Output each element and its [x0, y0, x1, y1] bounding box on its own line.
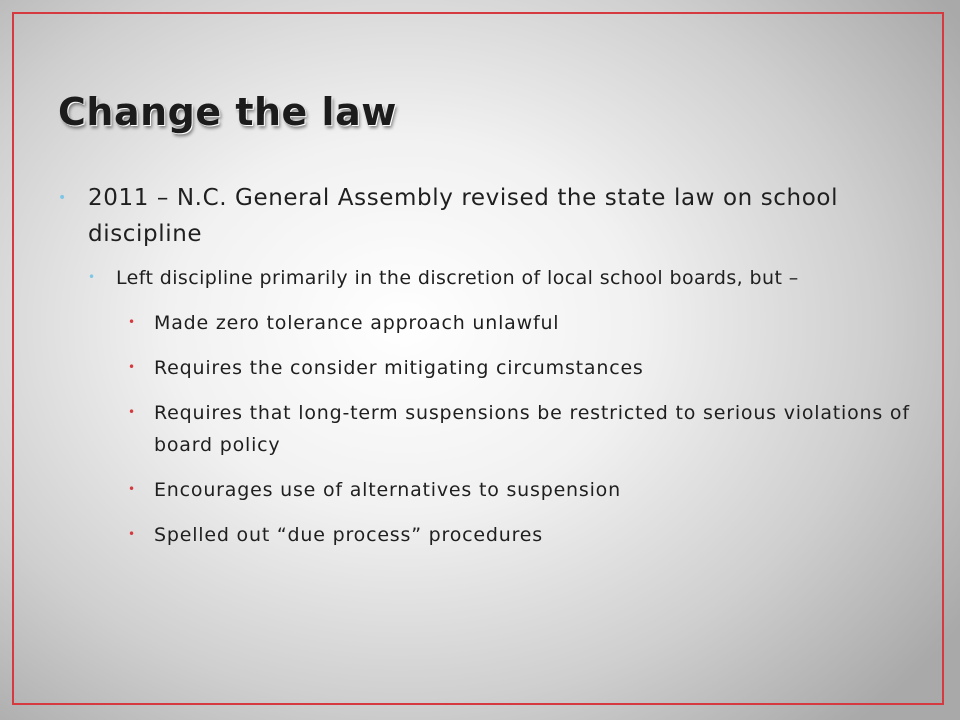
bullet-item-level-3	[128, 352, 918, 384]
slide-content	[58, 180, 918, 564]
slide-title: Change the law	[58, 90, 397, 134]
bullet-text: Left discipline primarily in the discretion of local school boards, but –	[116, 267, 799, 289]
bullet-text: Made zero tolerance approach unlawful	[154, 312, 560, 334]
bullet-item-level-3	[128, 474, 918, 506]
bullet-dot-icon: •	[128, 315, 136, 329]
bullet-item-level-1	[58, 180, 918, 252]
bullet-item-level-2	[88, 263, 918, 294]
bullet-dot-icon: •	[128, 482, 136, 496]
bullet-dot-icon: •	[128, 360, 136, 374]
bullet-text: Encourages use of alternatives to suspension	[154, 479, 621, 501]
bullet-dot-icon: •	[128, 405, 136, 419]
bullet-text: Requires the consider mitigating circumstances	[154, 357, 644, 379]
bullet-dot-icon: •	[128, 527, 136, 541]
bullet-item-level-3	[128, 307, 918, 339]
bullet-dot-icon: •	[58, 190, 67, 206]
bullet-text: Requires that long-term suspensions be restricted to serious violations of board policy	[154, 402, 910, 456]
bullet-text: Spelled out “due process” procedures	[154, 524, 543, 546]
bullet-item-level-3	[128, 397, 918, 461]
bullet-item-level-3	[128, 519, 918, 551]
bullet-text: 2011 – N.C. General Assembly revised the state law on school discipline	[88, 185, 839, 247]
bullet-dot-icon: •	[88, 270, 96, 284]
